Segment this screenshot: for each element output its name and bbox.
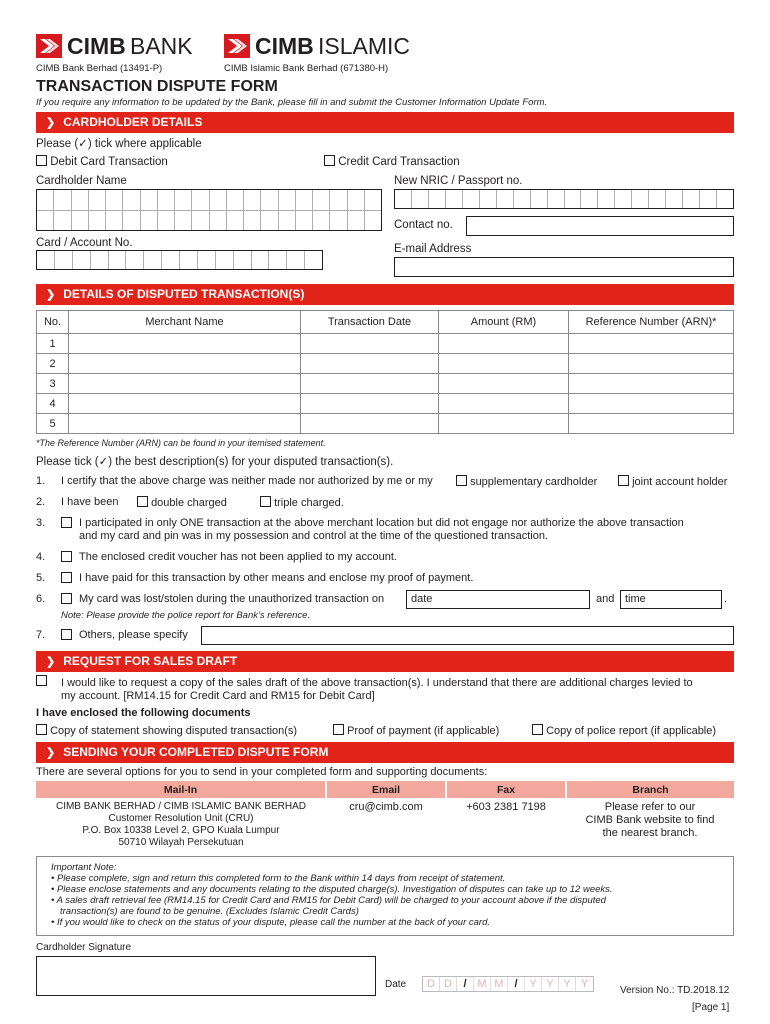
note-item: • Please complete, sign and return this completed form to the Bank within 14 days from receipt of statement. (51, 873, 506, 884)
signature-field[interactable] (36, 956, 376, 996)
triple-charged-option[interactable]: triple charged. (260, 496, 344, 509)
cimb-chevron-icon (36, 34, 62, 58)
reason-7-text: Others, please specify (79, 629, 188, 641)
reason-4-text: The enclosed credit voucher has not been applied to my account. (79, 551, 397, 563)
cimb-chevron-icon (224, 34, 250, 58)
important-note-box (36, 856, 734, 936)
lost-date-field[interactable]: date (406, 590, 590, 609)
col-branch: Branch (566, 781, 734, 798)
debit-card-option[interactable]: Debit Card Transaction (36, 155, 168, 168)
note-item: • A sales draft retrieval fee (RM14.15 for Credit Card and RM15 for Debit Card) will be charged to your account above if the disputed (51, 895, 606, 906)
important-note-title: Important Note: (51, 862, 117, 873)
supplementary-checkbox[interactable] (456, 475, 467, 486)
table-row: 3 (37, 374, 734, 394)
reason-2-text: I have been (61, 496, 119, 508)
reason-3-option[interactable] (61, 517, 72, 530)
reason-6-text: My card was lost/stolen during the unauthorized transaction on (79, 593, 385, 605)
col-merchant: Merchant Name (69, 311, 301, 334)
enclosed-documents-heading: I have enclosed the following documents (36, 707, 251, 719)
reason-1-text: I certify that the above charge was neither made nor authorized by me or my (61, 475, 433, 487)
email-address[interactable]: cru@cimb.com (349, 801, 423, 813)
fax-number: +603 2381 7198 (466, 801, 546, 813)
note-item-cont: transaction(s) are found to be genuine. (Excludes Islamic Credit Cards) (60, 906, 359, 917)
note-item: • Please enclose statements and any documents relating to the disputed charge(s). Investigation of disputes can take up to 12 weeks. (51, 884, 613, 895)
double-charged-checkbox[interactable] (137, 496, 148, 507)
nric-label: New NRIC / Passport no. (394, 175, 523, 187)
contact-field[interactable] (466, 216, 734, 236)
credit-card-option[interactable]: Credit Card Transaction (324, 155, 460, 168)
page-number: [Page 1] (692, 1002, 730, 1013)
double-charged-option[interactable]: double charged (137, 496, 227, 509)
doc-payment-option[interactable]: Proof of payment (if applicable) (333, 724, 499, 737)
col-date: Transaction Date (301, 311, 439, 334)
sending-options-table (36, 781, 734, 849)
col-fax: Fax (446, 781, 566, 798)
table-row: 2 (37, 354, 734, 374)
reason-3-text: I participated in only ONE transaction at the above merchant location but did not engage nor authorize the above transaction (79, 517, 684, 529)
section-cardholder-details: ❯ CARDHOLDER DETAILS (36, 112, 734, 133)
debit-card-checkbox[interactable] (36, 155, 47, 166)
card-account-label: Card / Account No. (36, 237, 133, 249)
joint-account-option[interactable]: joint account holder (618, 475, 727, 488)
chevron-right-icon: ❯ (46, 117, 56, 129)
section-sending-form: ❯ SENDING YOUR COMPLETED DISPUTE FORM (36, 742, 734, 763)
transactions-table (36, 310, 734, 434)
sales-draft-text-2: my account. [RM14.15 for Credit Card and RM15 for Debit Card] (61, 690, 375, 702)
others-specify-field[interactable] (201, 626, 734, 645)
contact-label: Contact no. (394, 219, 453, 231)
reason-6-checkbox[interactable] (61, 593, 72, 604)
col-mail-in: Mail-In (36, 781, 326, 798)
credit-card-checkbox[interactable] (324, 155, 335, 166)
signature-label: Cardholder Signature (36, 942, 132, 953)
chevron-right-icon: ❯ (46, 747, 56, 759)
page-subtitle: If you require any information to be updated by the Bank, please fill in and submit the Customer Information Update Form. (36, 97, 548, 108)
reason-6-option[interactable] (61, 593, 72, 606)
sending-intro: There are several options for you to send in your completed form and supporting documents: (36, 766, 488, 778)
reason-7-checkbox[interactable] (61, 629, 72, 640)
email-label: E-mail Address (394, 243, 472, 255)
joint-account-checkbox[interactable] (618, 475, 629, 486)
page-title: TRANSACTION DISPUTE FORM (36, 78, 278, 95)
sales-draft-checkbox[interactable] (36, 675, 47, 686)
reason-5-text: I have paid for this transaction by other means and enclose my proof of payment. (79, 572, 474, 584)
reason-5-checkbox[interactable] (61, 572, 72, 583)
branch-info: Please refer to our CIMB Bank website to find the nearest branch. (585, 801, 715, 839)
reason-5-option[interactable] (61, 572, 72, 585)
mail-in-address: CIMB BANK BERHAD / CIMB ISLAMIC BANK BERHAD Customer Resolution Unit (CRU) P.O. Box 10338 Level 2, GPO Kuala Lumpur 50710 Wilayah Persekutuan (55, 801, 307, 848)
col-email: Email (326, 781, 446, 798)
col-no: No. (37, 311, 69, 334)
supplementary-option[interactable]: supplementary cardholder (456, 475, 597, 488)
signature-date-field[interactable]: D D / M M / Y Y Y Y (422, 976, 594, 992)
doc-statement-option[interactable]: Copy of statement showing disputed transaction(s) (36, 724, 297, 737)
section-sales-draft: ❯ REQUEST FOR SALES DRAFT (36, 651, 734, 672)
nric-field[interactable] (394, 189, 734, 209)
arn-note: *The Reference Number (ARN) can be found in your itemised statement. (36, 438, 326, 448)
version-number: Version No.: TD.2018.12 (620, 985, 730, 996)
entity-cimb-islamic: CIMB Islamic Bank Berhad (671380-H) (224, 63, 389, 74)
cardholder-name-label: Cardholder Name (36, 175, 127, 187)
col-arn: Reference Number (ARN)* (569, 311, 734, 334)
entity-cimb-bank: CIMB Bank Berhad (13491-P) (36, 63, 163, 74)
col-amount: Amount (RM) (439, 311, 569, 334)
doc-statement-checkbox[interactable] (36, 724, 47, 735)
doc-police-option[interactable]: Copy of police report (if applicable) (532, 724, 716, 737)
tick-instruction: Please (✓) tick where applicable (36, 138, 202, 150)
cardholder-name-field[interactable] (36, 189, 382, 231)
lost-time-field[interactable]: time (620, 590, 722, 609)
doc-police-checkbox[interactable] (532, 724, 543, 735)
reason-4-option[interactable] (61, 551, 72, 564)
sales-draft-text: I would like to request a copy of the sales draft of the above transaction(s). I understand that there are additional charges levied to (61, 677, 693, 689)
police-report-note: Note: Please provide the police report for Bank’s reference. (61, 610, 311, 621)
table-row: 1 (37, 334, 734, 354)
chevron-right-icon: ❯ (46, 289, 56, 301)
triple-charged-checkbox[interactable] (260, 496, 271, 507)
reason-3-text-2: and my card and pin was in my possession and control at the time of the questioned transaction. (79, 530, 548, 542)
table-row: 4 (37, 394, 734, 414)
section-disputed-transactions: ❯ DETAILS OF DISPUTED TRANSACTION(S) (36, 284, 734, 305)
table-header-row (37, 311, 734, 334)
table-row: 5 (37, 414, 734, 434)
chevron-right-icon: ❯ (46, 656, 56, 668)
description-instruction: Please tick (✓) the best description(s) for your disputed transaction(s). (36, 456, 394, 468)
note-item: • If you would like to check on the status of your dispute, please call the number at the back of your card. (51, 917, 490, 928)
reason-3-checkbox[interactable] (61, 517, 72, 528)
sales-draft-option[interactable] (36, 675, 47, 688)
doc-payment-checkbox[interactable] (333, 724, 344, 735)
reason-4-checkbox[interactable] (61, 551, 72, 562)
date-label: Date (385, 979, 407, 990)
email-field[interactable] (394, 257, 734, 277)
reason-7-option[interactable] (61, 629, 72, 642)
card-account-field[interactable] (36, 250, 323, 270)
